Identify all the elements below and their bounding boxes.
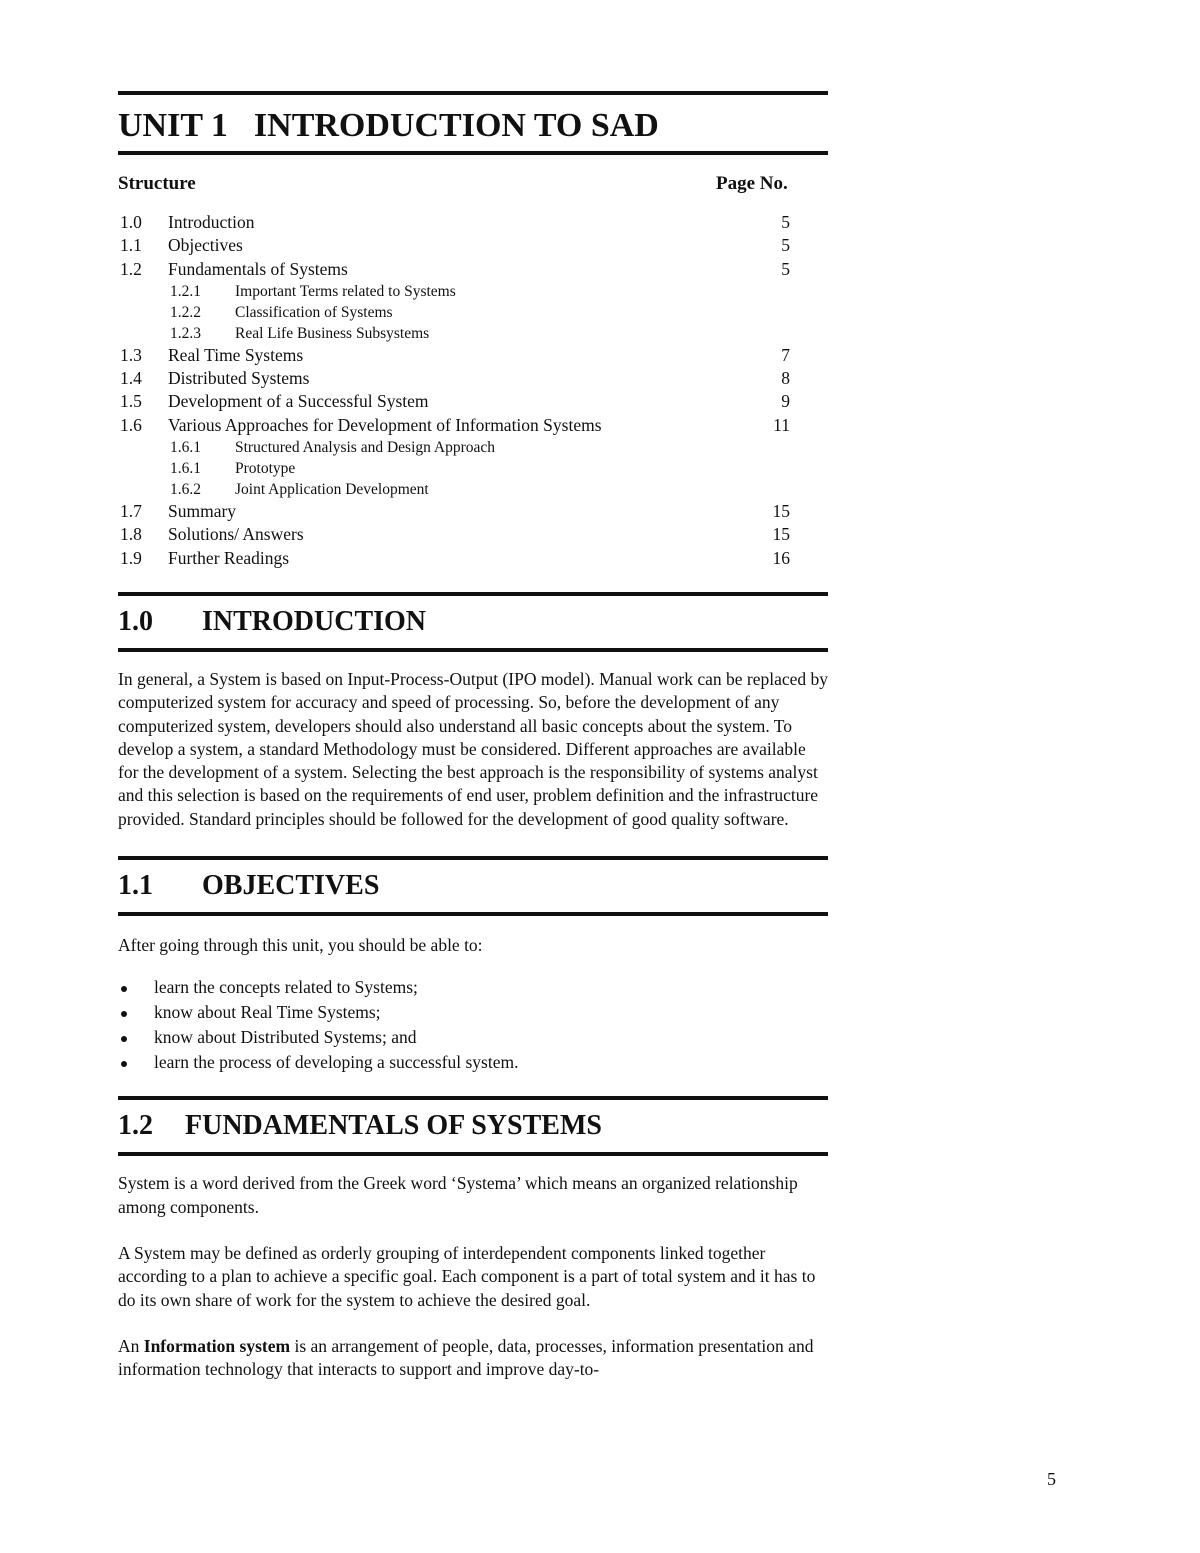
- toc-entry-label: Joint Application Development: [235, 481, 429, 499]
- section-rule-bottom: [118, 648, 828, 652]
- section-title: OBJECTIVES: [202, 870, 380, 902]
- toc-entry-number: 1.3: [120, 344, 142, 365]
- list-item-text: learn the process of developing a successful system.: [154, 1052, 519, 1073]
- unit-number: UNIT 1: [118, 107, 228, 144]
- toc-entry-number: 1.8: [120, 524, 142, 545]
- fundamentals-paragraph-3: [118, 1335, 828, 1382]
- unit-title-rule: [118, 151, 828, 155]
- toc-entry: [118, 437, 828, 458]
- toc-entry-label: Fundamentals of Systems: [168, 258, 348, 279]
- toc-entry-number: 1.2.1: [170, 282, 201, 300]
- toc-entry: [118, 458, 828, 479]
- toc-entry-number: 1.7: [120, 501, 142, 522]
- section-title: FUNDAMENTALS OF SYSTEMS: [185, 1110, 602, 1142]
- section-rule-bottom: [118, 1152, 828, 1156]
- toc-entry-page: 5: [781, 212, 790, 232]
- bullet-icon: [121, 1011, 127, 1017]
- section-number: 1.2: [118, 1110, 153, 1142]
- unit-title: [118, 95, 828, 151]
- list-item: [118, 1000, 828, 1025]
- toc-entry-label: Structured Analysis and Design Approach: [235, 439, 496, 457]
- list-item-text: know about Distributed Systems; and: [154, 1027, 417, 1048]
- toc-entry-number: 1.0: [120, 212, 142, 232]
- toc-entry: [118, 258, 828, 281]
- section-heading-introduction: [118, 596, 828, 648]
- toc-entry-label: Introduction: [168, 212, 255, 232]
- toc-entry-page: 8: [781, 368, 790, 389]
- bullet-icon: [121, 1036, 127, 1042]
- introduction-paragraph: In general, a System is based on Input-Process-Output (IPO model). Manual work can be replaced by computerized system for accuracy and speed of processing. So, before the development of any computerized system, developers should also understand all basic concepts about the system. To develop a system, a standard Methodology must be considered. Different approaches are available for the development of a system. Selecting the best approach is the responsibility of systems analyst and this selection is based on the requirements of end user, problem definition and the infrastructure provided. Standard principles should be followed for the development of good quality software.: [118, 668, 829, 829]
- toc-entry-page: 9: [781, 391, 790, 412]
- unit-title-text: INTRODUCTION TO SAD: [253, 107, 659, 144]
- toc-entry-label: Distributed Systems: [168, 368, 310, 389]
- paragraph-text: is an arrangement of people, data, processes, information presentation and information technology that interacts to support and improve day-to-: [118, 1335, 814, 1380]
- fundamentals-paragraph-1: System is a word derived from the Greek word ‘Systema’ which means an organized relationship among components.: [118, 1173, 798, 1217]
- toc-entry-page: 11: [773, 414, 790, 435]
- toc-entry-number: 1.4: [120, 368, 142, 389]
- toc-entry-number: 1.2.2: [170, 303, 201, 321]
- toc-entry-label: Development of a Successful System: [168, 391, 429, 412]
- toc-entry: [118, 234, 828, 257]
- bold-term: Information system: [143, 1335, 291, 1356]
- toc-entry-number: 1.6.2: [170, 481, 201, 499]
- structure-label: Structure: [118, 173, 196, 194]
- toc-entry-label: Classification of Systems: [235, 303, 393, 321]
- toc-entry-number: 1.6.1: [170, 439, 201, 457]
- list-item-text: know about Real Time Systems;: [154, 1002, 381, 1023]
- toc-entry: [118, 479, 828, 500]
- toc-entry: [118, 500, 828, 523]
- structure-header: [118, 173, 828, 199]
- toc-entry-number: 1.6.1: [170, 460, 201, 478]
- toc-entry: [118, 547, 828, 570]
- fundamentals-paragraph-2: A System may be defined as orderly grouping of interdependent components linked together according to a plan to achieve a specific goal. Each component is a part of total system and it has to do its own share of work for the system to achieve the desired goal.: [118, 1242, 816, 1310]
- list-item: [118, 1050, 828, 1075]
- toc-entry: [118, 211, 828, 234]
- toc-entry: [118, 281, 828, 302]
- page-content: [118, 91, 828, 1381]
- toc-entry: [118, 302, 828, 323]
- section-heading-fundamentals: [118, 1100, 828, 1152]
- toc-entry-number: 1.6: [120, 414, 142, 435]
- page-number: 5: [1047, 1469, 1056, 1489]
- bullet-icon: [121, 986, 127, 992]
- toc-entry-page: 5: [781, 235, 790, 256]
- toc-entry-number: 1.2: [120, 258, 142, 279]
- toc-entry: [118, 323, 828, 344]
- toc-entry-label: Prototype: [235, 460, 296, 478]
- list-item: [118, 1025, 828, 1050]
- toc-entry-label: Real Life Business Subsystems: [235, 324, 430, 342]
- bullet-icon: [121, 1061, 127, 1067]
- toc-entry: [118, 344, 828, 367]
- toc-entry-number: 1.5: [120, 391, 142, 412]
- toc-entry-label: Summary: [168, 501, 237, 522]
- toc-entry-number: 1.1: [120, 235, 142, 256]
- section-title: INTRODUCTION: [202, 605, 427, 637]
- toc-entry-label: Further Readings: [168, 547, 290, 568]
- objectives-list: [118, 975, 828, 1075]
- toc-entry-page: 5: [781, 258, 790, 279]
- paragraph-prefix: An: [118, 1335, 144, 1356]
- toc-entry: [118, 523, 828, 546]
- toc-entry-number: 1.9: [120, 547, 142, 568]
- toc-entry: [118, 414, 828, 437]
- toc-entry-page: 16: [772, 547, 790, 568]
- toc-entry-page: 15: [772, 501, 790, 522]
- section-number: 1.0: [118, 605, 153, 637]
- list-item-text: learn the concepts related to Systems;: [154, 977, 418, 998]
- section-number: 1.1: [118, 870, 153, 902]
- section-rule-bottom: [118, 912, 828, 916]
- toc-entry-page: 7: [781, 344, 790, 365]
- list-item: [118, 975, 828, 1000]
- objectives-intro: After going through this unit, you should be able to:: [118, 935, 483, 956]
- toc-entry-label: Solutions/ Answers: [168, 524, 304, 545]
- toc-entry-label: Important Terms related to Systems: [235, 282, 456, 300]
- toc-entry: [118, 367, 828, 390]
- toc-entry-label: Objectives: [168, 235, 243, 256]
- toc-entry-number: 1.2.3: [170, 324, 201, 342]
- toc-entry-label: Various Approaches for Development of Information Systems: [168, 414, 602, 435]
- toc-entry-label: Real Time Systems: [168, 344, 304, 365]
- page-no-label: Page No.: [716, 173, 788, 194]
- toc-entry: [118, 390, 828, 413]
- table-of-contents: [118, 211, 828, 570]
- section-heading-objectives: [118, 860, 828, 912]
- toc-entry-page: 15: [772, 524, 790, 545]
